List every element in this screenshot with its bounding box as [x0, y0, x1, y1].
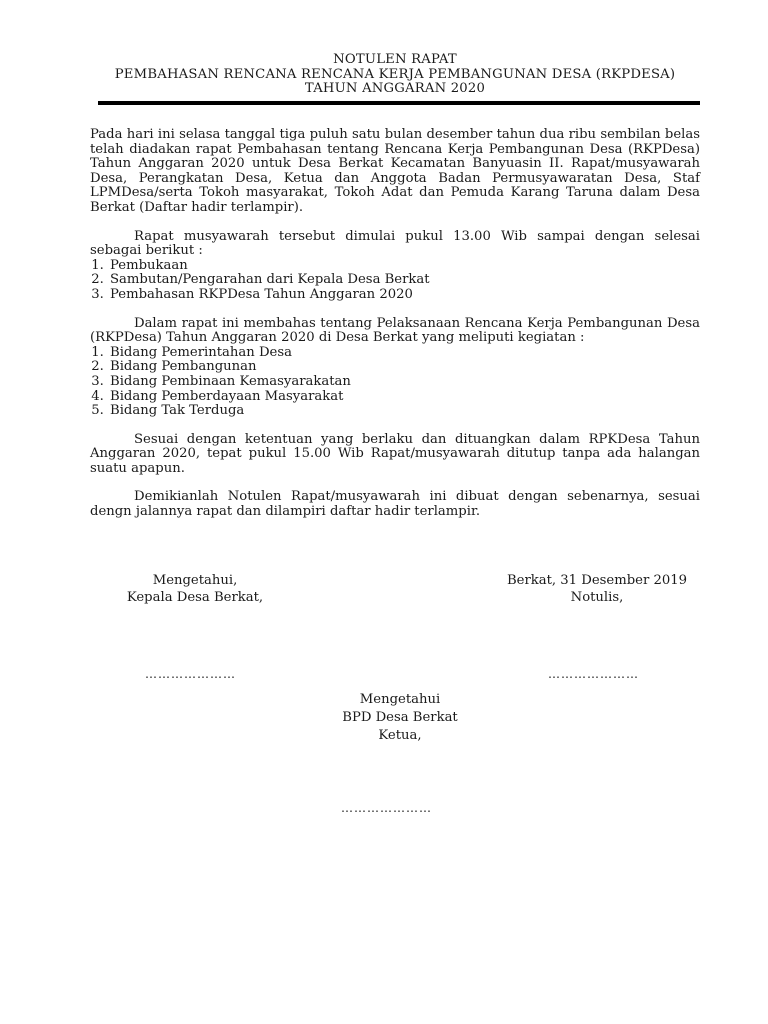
header-rule	[98, 101, 700, 105]
agenda-list	[90, 259, 700, 303]
signature-right	[487, 574, 707, 605]
final-paragraph: Demikianlah Notulen Rapat/musyawarah ini dibuat dengan sebenarnya, sesuai dengn jalannya rapat dan dilampiri daftar hadir terlampir.	[90, 489, 700, 520]
list-item: 1. Pembukaan	[108, 259, 700, 274]
signature-left-line1: Mengetahui,	[152, 573, 238, 588]
list-item: 5. Bidang Tak Terduga	[108, 404, 700, 419]
list-item: 2. Sambutan/Pengarahan dari Kepala Desa Berkat	[108, 273, 700, 288]
list-item: 3. Pembahasan RKPDesa Tahun Anggaran 2020	[108, 288, 700, 303]
document-subtitle: PEMBAHASAN RENCANA RENCANA KERJA PEMBANGUNAN DESA (RKPDESA)	[114, 66, 676, 82]
signature-left-line2: Kepala Desa Berkat,	[126, 589, 264, 605]
document-body	[90, 128, 700, 520]
closing-paragraph: Sesuai dengan ketentuan yang berlaku dan dituangkan dalam RPKDesa Tahun Anggaran 2020, tepat pukul 15.00 Wib Rapat/musyawarah ditutup tanpa ada halangan suatu apapun.	[90, 431, 700, 476]
signature-center-dots: …………………	[341, 801, 432, 815]
signature-right-dots: …………………	[548, 667, 639, 681]
list-item: 4. Bidang Pemberdayaan Masyarakat	[108, 390, 700, 405]
signature-left	[100, 574, 290, 605]
signature-center-line1: Mengetahui	[359, 692, 441, 707]
document-title: NOTULEN RAPAT	[333, 52, 457, 67]
signature-right-line1: Berkat, 31 Desember 2019	[506, 573, 688, 588]
discussion-paragraph: Dalam rapat ini membahas tentang Pelaksanaan Rencana Kerja Pembangunan Desa (RKPDesa) Tahun Anggaran 2020 di Desa Berkat yang meliputi kegiatan :	[90, 315, 700, 346]
signature-center-line2: BPD Desa Berkat	[342, 710, 458, 725]
activities-list	[90, 346, 700, 419]
document-year: TAHUN ANGGARAN 2020	[304, 81, 486, 96]
signature-left-dots: …………………	[145, 667, 236, 681]
list-item: 3. Bidang Pembinaan Kemasyarakatan	[108, 375, 700, 390]
document-header	[90, 53, 700, 97]
opening-paragraph: Pada hari ini selasa tanggal tiga puluh satu bulan desember tahun dua ribu sembilan belas telah diadakan rapat Pembahasan tentang Rencana Kerja Pembangunan Desa (RKPDesa) Tahun Anggaran 2020 untuk Desa Berkat Kecamatan Banyuasin II. Rapat/musyawarah Desa, Perangkatan Desa, Ketua dan Anggota Badan Permusyawaratan Desa, Staf LPMDesa/serta Tokoh masyarakat, Tokoh Adat dan Pemuda Karang Taruna dalam Desa Berkat (Daftar hadir terlampir).	[90, 127, 700, 215]
time-paragraph: Rapat musyawarah tersebut dimulai pukul 13.00 Wib sampai dengan selesai sebagai berikut :	[90, 228, 700, 259]
signature-center-line3: Ketua,	[378, 728, 422, 743]
list-item: 2. Bidang Pembangunan	[108, 360, 700, 375]
signature-right-line2: Notulis,	[570, 589, 624, 605]
list-item: 1. Bidang Pemerintahan Desa	[108, 346, 700, 361]
signature-center	[300, 691, 500, 745]
